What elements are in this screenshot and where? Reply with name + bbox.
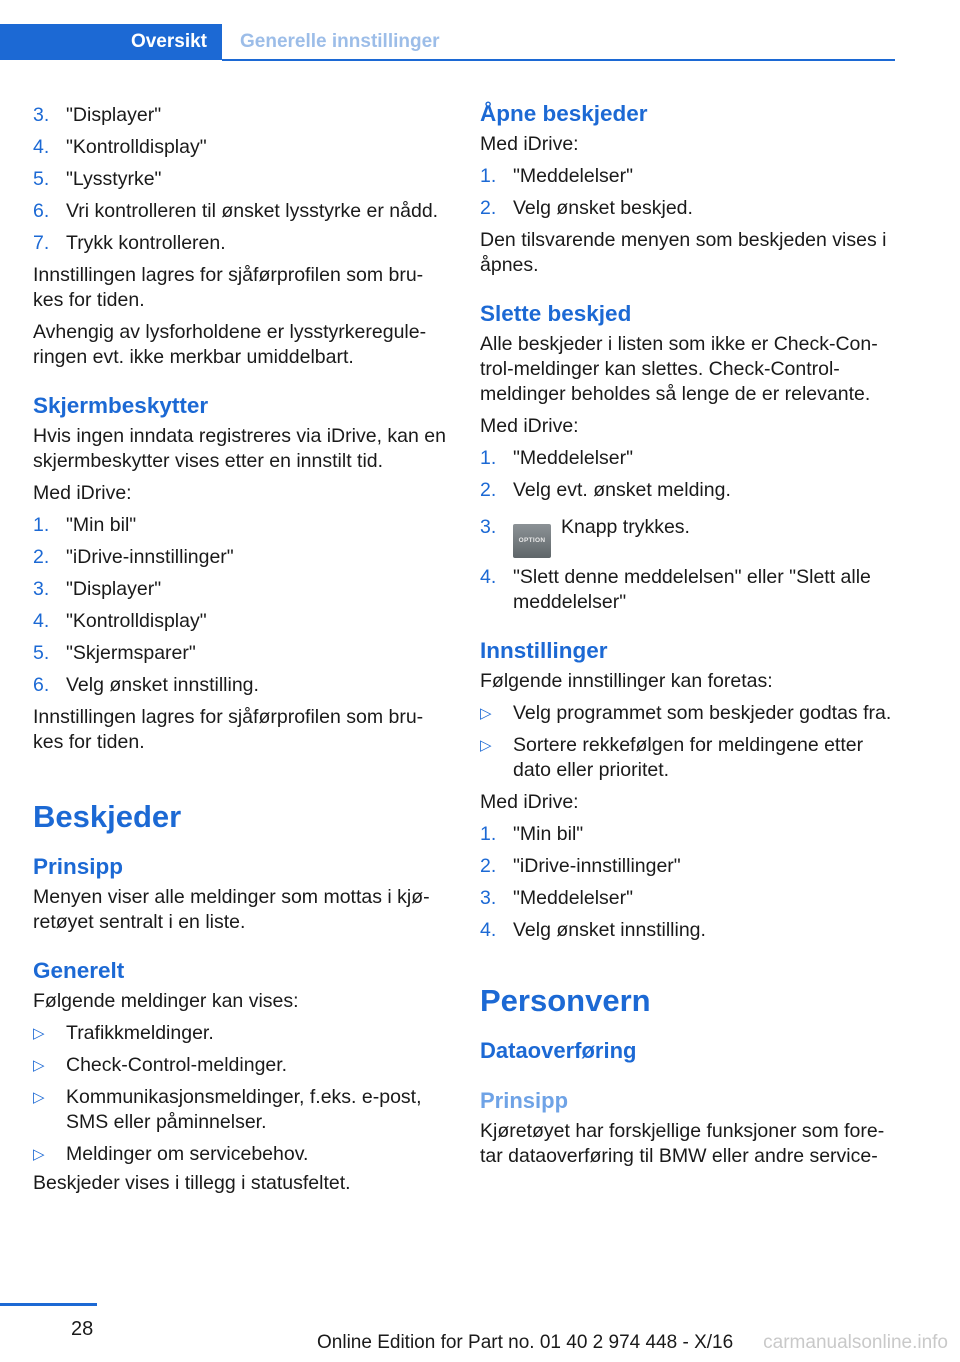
section-heading: Dataoverføring — [480, 1038, 637, 1063]
paragraph: Med iDrive: — [480, 415, 579, 437]
step-number: 1. — [480, 165, 497, 187]
step-text: "Skjermsparer" — [66, 642, 196, 664]
step-text: "Lysstyrke" — [66, 168, 162, 190]
list-item — [480, 886, 895, 911]
step-number: 6. — [33, 674, 50, 696]
list-item — [33, 167, 448, 192]
paragraph: Med iDrive: — [480, 133, 579, 155]
section-heading: Slette beskjed — [480, 301, 632, 326]
step-text: "Min bil" — [513, 823, 584, 845]
brightness-steps — [33, 103, 448, 256]
paragraph: Innstillingen lagres for sjåførprofilen som bru-kes for tiden. — [33, 264, 424, 311]
step-text: "Displayer" — [66, 104, 162, 126]
step-number: 3. — [480, 516, 497, 538]
step-text: "Displayer" — [66, 578, 162, 600]
section-heading: Prinsipp — [33, 854, 124, 879]
list-item — [480, 733, 895, 783]
list-item — [33, 231, 448, 256]
step-number: 1. — [33, 514, 50, 536]
list-item — [33, 673, 448, 698]
bullet-text: Kommunikasjonsmeldinger, f.eks. e-post, SMS eller påminnelser. — [66, 1086, 422, 1133]
step-text: Knapp trykkes. — [561, 516, 690, 538]
step-text: "Kontrolldisplay" — [66, 610, 207, 632]
step-number: 6. — [33, 200, 50, 222]
step-text: Velg ønsket beskjed. — [513, 197, 693, 219]
delete-steps — [480, 446, 895, 615]
bullet-text: Meldinger om servicebehov. — [66, 1143, 309, 1165]
paragraph: Med iDrive: — [33, 482, 132, 504]
section-heading: Generelt — [33, 958, 125, 983]
step-number: 5. — [33, 642, 50, 664]
triangle-bullet-icon: ▷ — [33, 1146, 45, 1163]
list-item — [33, 545, 448, 570]
settings-steps — [480, 822, 895, 943]
list-item — [33, 1085, 448, 1135]
step-text: "iDrive-innstillinger" — [513, 855, 681, 877]
tab-oversikt[interactable]: Oversikt — [0, 24, 222, 60]
list-item — [480, 446, 895, 471]
step-number: 3. — [480, 887, 497, 909]
step-number: 4. — [33, 136, 50, 158]
step-text: "Kontrolldisplay" — [66, 136, 207, 158]
step-number: 4. — [33, 610, 50, 632]
list-item — [33, 1021, 448, 1046]
list-item — [33, 1142, 448, 1167]
right-column — [480, 100, 895, 1176]
subsection-heading: Prinsipp — [480, 1088, 569, 1113]
list-item — [33, 609, 448, 634]
step-text: "Slett denne meddelelsen" eller "Slett alle meddelelser" — [513, 566, 871, 613]
step-number: 2. — [480, 855, 497, 877]
list-item — [480, 164, 895, 189]
list-item — [480, 701, 895, 726]
triangle-bullet-icon: ▷ — [480, 705, 492, 722]
step-number: 7. — [33, 232, 50, 254]
triangle-bullet-icon: ▷ — [33, 1089, 45, 1106]
step-text: Vri kontrolleren til ønsket lysstyrke er nådd. — [66, 200, 439, 222]
step-number: 2. — [480, 197, 497, 219]
watermark: carmanualsonline.info — [763, 1332, 948, 1353]
list-item — [33, 135, 448, 160]
step-text: "Meddelelser" — [513, 447, 634, 469]
tab-generelle-innstillinger[interactable]: Generelle innstillinger — [240, 31, 440, 52]
list-item — [480, 478, 895, 503]
open-steps — [480, 164, 895, 221]
step-text: "Min bil" — [66, 514, 137, 536]
triangle-bullet-icon: ▷ — [33, 1057, 45, 1074]
list-item — [33, 641, 448, 666]
paragraph: Hvis ingen inndata registreres via iDrive, kan en skjermbeskytter vises etter en innstilt tid. — [33, 425, 446, 472]
list-item — [480, 196, 895, 221]
triangle-bullet-icon: ▷ — [33, 1025, 45, 1042]
step-number: 3. — [33, 578, 50, 600]
settings-list — [480, 701, 895, 783]
list-item — [480, 565, 895, 615]
step-text: Velg ønsket innstilling. — [66, 674, 259, 696]
step-number: 2. — [480, 479, 497, 501]
list-item — [480, 515, 895, 558]
paragraph: Den tilsvarende menyen som beskjeden vises i åpnes. — [480, 229, 887, 276]
paragraph: Følgende meldinger kan vises: — [33, 990, 299, 1012]
step-number: 3. — [33, 104, 50, 126]
list-item — [33, 199, 448, 224]
left-column — [33, 100, 448, 1203]
paragraph: Med iDrive: — [480, 791, 579, 813]
section-heading: Innstillinger — [480, 638, 608, 663]
screensaver-steps — [33, 513, 448, 698]
option-button-icon: OPTION — [513, 524, 551, 558]
paragraph: Avhengig av lysforholdene er lysstyrkeregule-ringen evt. ikke merkbar umiddelbart. — [33, 321, 427, 368]
message-types-list — [33, 1021, 448, 1167]
bullet-text: Check-Control-meldinger. — [66, 1054, 288, 1076]
paragraph: Menyen viser alle meldinger som mottas i kjø-retøyet sentralt i en liste. — [33, 886, 430, 933]
chapter-heading: Personvern — [480, 983, 651, 1018]
list-item — [480, 918, 895, 943]
header-divider — [222, 59, 895, 61]
step-text: Velg evt. ønsket melding. — [513, 479, 731, 501]
step-number: 1. — [480, 823, 497, 845]
list-item — [480, 822, 895, 847]
step-number: 1. — [480, 447, 497, 469]
step-text: "Meddelelser" — [513, 887, 634, 909]
bullet-text: Trafikkmeldinger. — [66, 1022, 214, 1044]
paragraph: Alle beskjeder i listen som ikke er Check-Con-trol-meldinger kan slettes. Check-Control-meldinger beholdes så lenge de er relevante. — [480, 333, 878, 405]
page-header — [0, 24, 895, 62]
step-text: "iDrive-innstillinger" — [66, 546, 234, 568]
bullet-text: Sortere rekkefølgen for meldingene etter dato eller prioritet. — [513, 734, 864, 781]
step-number: 2. — [33, 546, 50, 568]
paragraph: Kjøretøyet har forskjellige funksjoner som fore-tar dataoverføring til BMW eller andre service- — [480, 1120, 885, 1167]
list-item — [480, 854, 895, 879]
section-heading: Åpne beskjeder — [480, 101, 648, 126]
step-text: Trykk kontrolleren. — [66, 232, 226, 254]
step-text: Velg ønsket innstilling. — [513, 919, 706, 941]
step-text: "Meddelelser" — [513, 165, 634, 187]
paragraph: Innstillingen lagres for sjåførprofilen som bru-kes for tiden. — [33, 706, 424, 753]
paragraph: Følgende innstillinger kan foretas: — [480, 670, 773, 692]
step-number: 4. — [480, 919, 497, 941]
triangle-bullet-icon: ▷ — [480, 737, 492, 754]
step-number: 5. — [33, 168, 50, 190]
page-number: 28 — [71, 1318, 94, 1340]
list-item — [33, 103, 448, 128]
step-number: 4. — [480, 566, 497, 588]
paragraph: Beskjeder vises i tillegg i statusfeltet. — [33, 1172, 351, 1194]
footer-divider — [0, 1303, 97, 1306]
list-item — [33, 577, 448, 602]
edition-note: Online Edition for Part no. 01 40 2 974 448 - X/16 — [317, 1332, 734, 1353]
chapter-heading: Beskjeder — [33, 799, 182, 834]
section-heading: Skjermbeskytter — [33, 393, 209, 418]
list-item — [33, 1053, 448, 1078]
bullet-text: Velg programmet som beskjeder godtas fra. — [513, 702, 892, 724]
list-item — [33, 513, 448, 538]
